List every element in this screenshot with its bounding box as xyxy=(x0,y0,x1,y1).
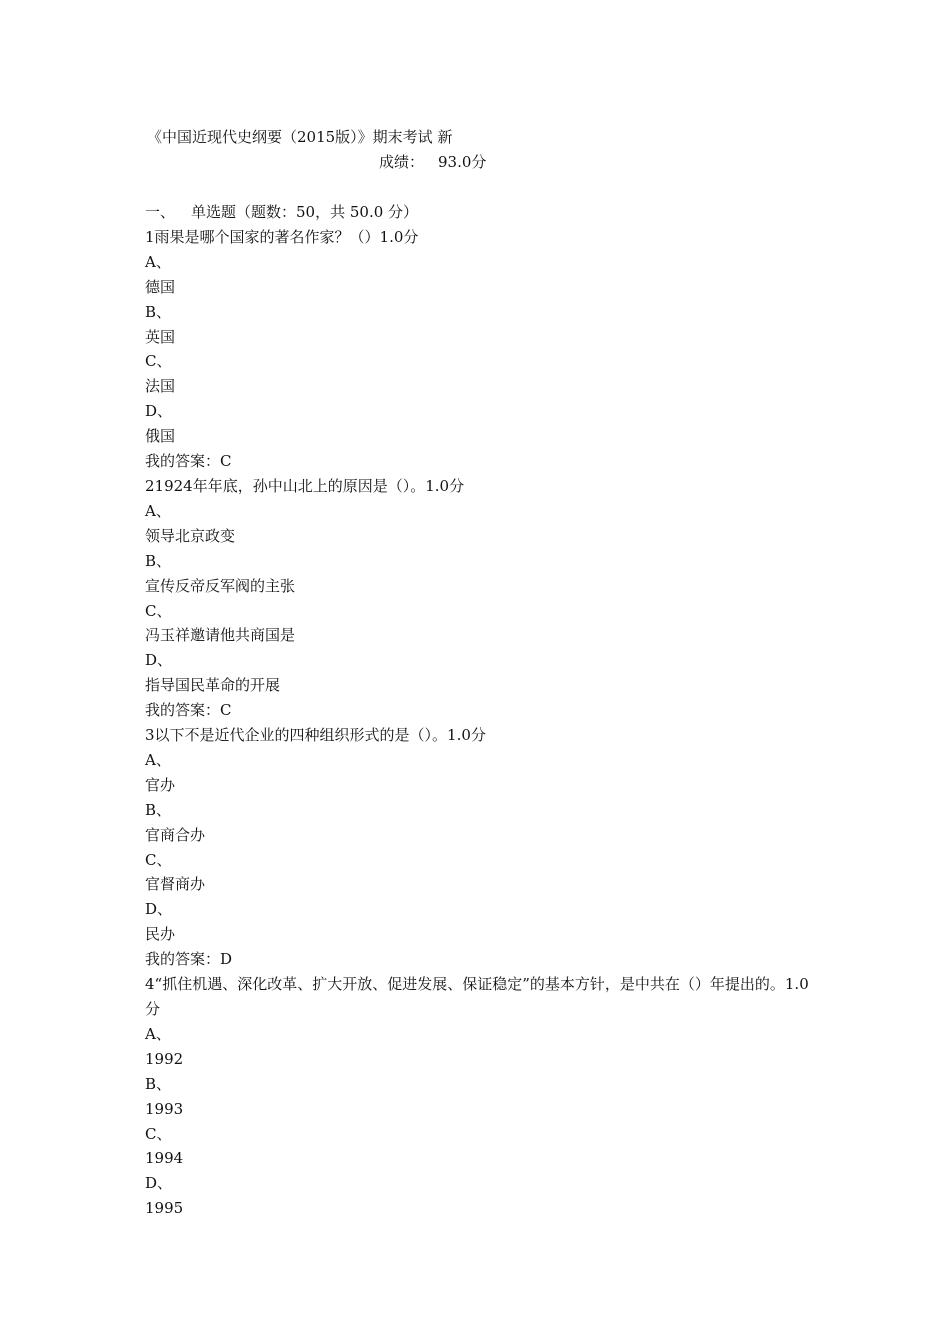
section-title: 单选题（题数：50，共 50.0 分） xyxy=(191,203,419,221)
question-stem: 3以下不是近代企业的四种组织形式的是（）。1.0分 xyxy=(145,726,486,745)
option-letter: A、 xyxy=(145,1024,171,1043)
section-number: 一、 xyxy=(145,203,176,221)
option-text: 官商合办 xyxy=(145,825,206,844)
score-line xyxy=(379,151,486,173)
my-answer: 我的答案：D xyxy=(145,950,233,969)
option-text: 宣传反帝反军阀的主张 xyxy=(145,576,296,595)
score-value: 93.0分 xyxy=(438,153,487,171)
document-title: 《中国近现代史纲要（2015版）》期末考试 新 xyxy=(147,128,453,146)
option-letter: A、 xyxy=(145,750,171,769)
option-letter: B、 xyxy=(145,800,172,819)
option-letter: D、 xyxy=(145,402,173,421)
option-text: 俄国 xyxy=(145,427,176,446)
section-heading xyxy=(145,200,810,225)
option-text: 德国 xyxy=(145,277,176,296)
my-answer: 我的答案：C xyxy=(145,701,232,720)
option-text: 1993 xyxy=(145,1099,184,1118)
option-text: 1992 xyxy=(145,1049,184,1068)
option-letter: B、 xyxy=(145,1074,172,1093)
option-letter: B、 xyxy=(145,302,172,321)
option-text: 1995 xyxy=(145,1199,184,1218)
option-letter: C、 xyxy=(145,850,172,869)
option-text: 官办 xyxy=(145,775,176,794)
option-text: 英国 xyxy=(145,327,176,346)
question-stem: 1雨果是哪个国家的著名作家？（）1.0分 xyxy=(145,227,419,246)
question-stem: 21924年年底，孙中山北上的原因是（）。1.0分 xyxy=(145,476,465,495)
option-text: 1994 xyxy=(145,1149,184,1168)
option-letter: C、 xyxy=(145,1124,172,1143)
option-letter: C、 xyxy=(145,352,172,371)
question-stem: 4“抓住机遇、深化改革、扩大开放、促进发展、保证稳定”的基本方针，是中共在（）年提出的。1.0分 xyxy=(145,975,809,1018)
my-answer: 我的答案：C xyxy=(145,452,232,471)
option-text: 民办 xyxy=(145,925,176,944)
option-text: 法国 xyxy=(145,377,176,396)
option-letter: B、 xyxy=(145,551,172,570)
option-letter: A、 xyxy=(145,252,171,271)
option-text: 领导北京政变 xyxy=(145,526,236,545)
score-label: 成绩： xyxy=(379,153,425,171)
option-letter: C、 xyxy=(145,601,172,620)
option-text: 官督商办 xyxy=(145,875,206,894)
option-letter: D、 xyxy=(145,1174,173,1193)
option-letter: D、 xyxy=(145,651,173,670)
option-letter: D、 xyxy=(145,900,173,919)
option-text: 冯玉祥邀请他共商国是 xyxy=(145,626,296,645)
option-letter: A、 xyxy=(145,501,171,520)
option-text: 指导国民革命的开展 xyxy=(145,676,281,695)
exam-body xyxy=(145,200,810,1221)
